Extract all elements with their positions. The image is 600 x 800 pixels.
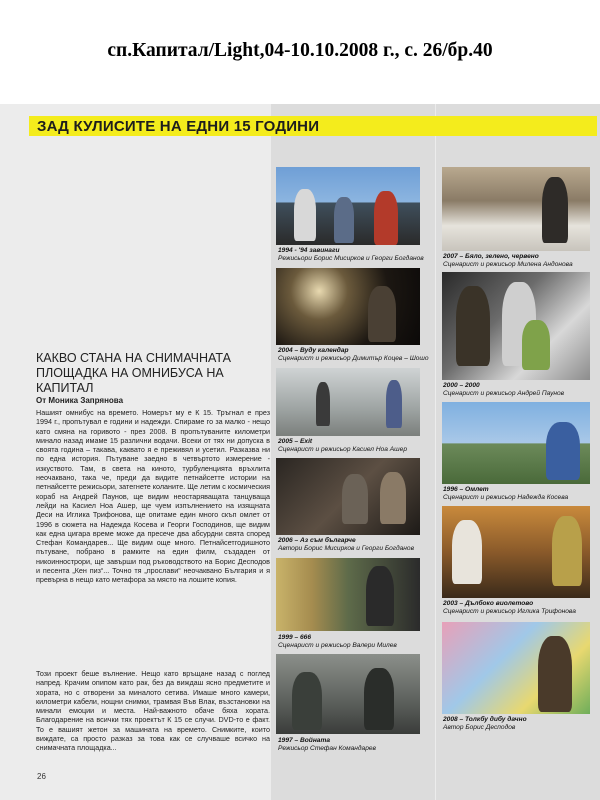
caption-credit: Сценарист и режисьор Иглика Трифонова xyxy=(443,608,576,615)
caption-title: 2006 – Аз съм българче xyxy=(278,537,356,544)
caption-1994 xyxy=(278,247,424,263)
person-figure xyxy=(546,422,580,480)
caption-2006 xyxy=(278,537,414,553)
person-figure xyxy=(294,189,316,241)
caption-credit: Сценарист и режисьор Касиел Ноа Ашер xyxy=(278,446,407,453)
photo-2000 xyxy=(442,272,590,380)
article-paragraph-2: Този проект беше вълнение. Нещо като връщане назад с поглед напред. Крачим опипом като рак, без да виждаш ясно предметите и хората, но с отворени за миналото сетива. Имаше много камери, километри кабели, нощни снимки, трамвая Във Влак, възстановки на минали емоции и места. Най-важното обаче бяха хората. Благодарение на всички тях проектът К 15 се случи. DVD-то е факт. То е вашият жетон за машината на времето. Снимките, които виждате, са просто разказ за това как се случваше всичко на снимачната площадка... xyxy=(36,669,270,753)
scanned-page xyxy=(0,104,600,800)
caption-title: 1994 - '94 завинаги xyxy=(278,247,340,254)
article-paragraph-1: Нашият омнибус на времето. Номерът му е К 15. Тръгнал е през 1994 г., пропътувал е години и надежди. Спираме го за малко - нещо като смяна на горивото - през 2008. В пропътуваните километри минало назад имаме 15 различни водачи. Всеки от тях ни допуска в своята година – такава, каквато я е преживял и усетил. Разказва ни по една история. Пътуване заедно в четвъртото измерение - изкуството. Там, в света на киното, турбуленцията връхлита неочаквано, така че, преди да видите петнайсетте истории на петнайсетте режисьори, затегнете коланите. Ще летим с космическия кораб на Андрей Паунов, ще видим неостаряващата танцуваща лейди на Касиел Ноа Ашер, ще чуем изпълнението на изящната Деси на Иглика Трифонова, ще опитаме един много скъп омлет от 1996 в сюжета на Надежда Косева и Георги Господинов, ще видим как една цигара време може да пресече два абсурдни свята според Стефан Командарев... Ще видим още много. Петнайсетгодишното пътуване, побрано в рамките на един филм, създаден от никоиннострори, ще завърши под ръководството на Борис Десподов и песента „Кен пиз“... Точно тя „прослави“ неочаквано България и я превърна в нещо като метафора за място на лошите копия. xyxy=(36,408,270,585)
person-figure xyxy=(366,566,394,626)
caption-title: 2003 – Дълбоко виолетово xyxy=(443,600,534,607)
person-figure xyxy=(542,177,568,243)
photo-1994 xyxy=(276,167,420,245)
person-figure xyxy=(374,191,398,245)
caption-1999 xyxy=(278,634,397,650)
person-figure xyxy=(292,672,322,730)
person-figure xyxy=(380,472,406,524)
caption-credit: Сценарист и режисьор Милена Андонова xyxy=(443,261,573,268)
photo-1996 xyxy=(442,402,590,484)
caption-2003 xyxy=(443,600,576,616)
caption-credit: Сценарист и режисьор Надежда Косева xyxy=(443,494,569,501)
person-figure xyxy=(368,286,396,342)
caption-credit: Сценарист и режисьор Димитър Коцев – Шошо xyxy=(278,355,429,362)
person-figure xyxy=(364,668,394,730)
caption-1996 xyxy=(443,486,568,502)
photo-1997 xyxy=(276,654,420,734)
article-byline: От Моника Запрянова xyxy=(36,396,124,405)
caption-title: 2008 – Толкбу дибу дачно xyxy=(443,716,527,723)
page-number: 26 xyxy=(37,772,46,781)
caption-2005 xyxy=(278,438,407,454)
document-citation: сп.Капитал/Light,04-10.10.2008 г., с. 26/бр.40 xyxy=(107,40,493,61)
caption-title: 1996 – Омлет xyxy=(443,486,489,493)
caption-title: 2005 – Exit xyxy=(278,438,313,445)
person-figure xyxy=(456,286,490,366)
caption-credit: Сценарист и режисьор Валери Милев xyxy=(278,642,397,649)
person-figure xyxy=(552,516,582,586)
caption-title: 1999 – 666 xyxy=(278,634,312,641)
photo-2005 xyxy=(276,368,420,436)
section-banner xyxy=(29,116,597,136)
person-figure xyxy=(538,636,572,712)
caption-2000 xyxy=(443,382,564,398)
photo-2008 xyxy=(442,622,590,714)
caption-credit: Режисьори Борис Мисирков и Георги Богданов xyxy=(278,255,424,262)
caption-credit: Автори Борис Мисирков и Георги Богданов xyxy=(278,545,415,552)
caption-credit: Режисьор Стефан Командарев xyxy=(278,745,376,752)
person-figure xyxy=(522,320,550,370)
caption-title: 1997 – Войната xyxy=(278,737,330,744)
person-figure xyxy=(386,380,402,428)
caption-1997 xyxy=(278,737,376,753)
caption-2007 xyxy=(443,253,573,269)
article-title: КАКВО СТАНА НА СНИМАЧНАТА ПЛОЩАДКА НА ОМНИБУСА НА КАПИТАЛ xyxy=(36,351,231,395)
person-figure xyxy=(316,382,330,426)
caption-title: 2007 – Бяло, зелено, червено xyxy=(443,253,539,260)
photo-2004 xyxy=(276,268,420,345)
person-figure xyxy=(334,197,354,243)
caption-2008 xyxy=(443,716,527,732)
caption-2004 xyxy=(278,347,429,363)
caption-title: 2000 – 2000 xyxy=(443,382,480,389)
caption-credit: Сценарист и режисьор Андрей Паунов xyxy=(443,390,565,397)
section-title: ЗАД КУЛИСИТЕ НА ЕДНИ 15 ГОДИНИ xyxy=(37,118,320,135)
caption-credit: Автор Борис Десподов xyxy=(443,724,516,731)
photo-2003 xyxy=(442,506,590,598)
caption-title: 2004 – Вуду календар xyxy=(278,347,349,354)
photo-2007 xyxy=(442,167,590,251)
photo-1999 xyxy=(276,558,420,631)
photo-2006 xyxy=(276,458,420,535)
person-figure xyxy=(342,474,368,524)
person-figure xyxy=(452,520,482,584)
